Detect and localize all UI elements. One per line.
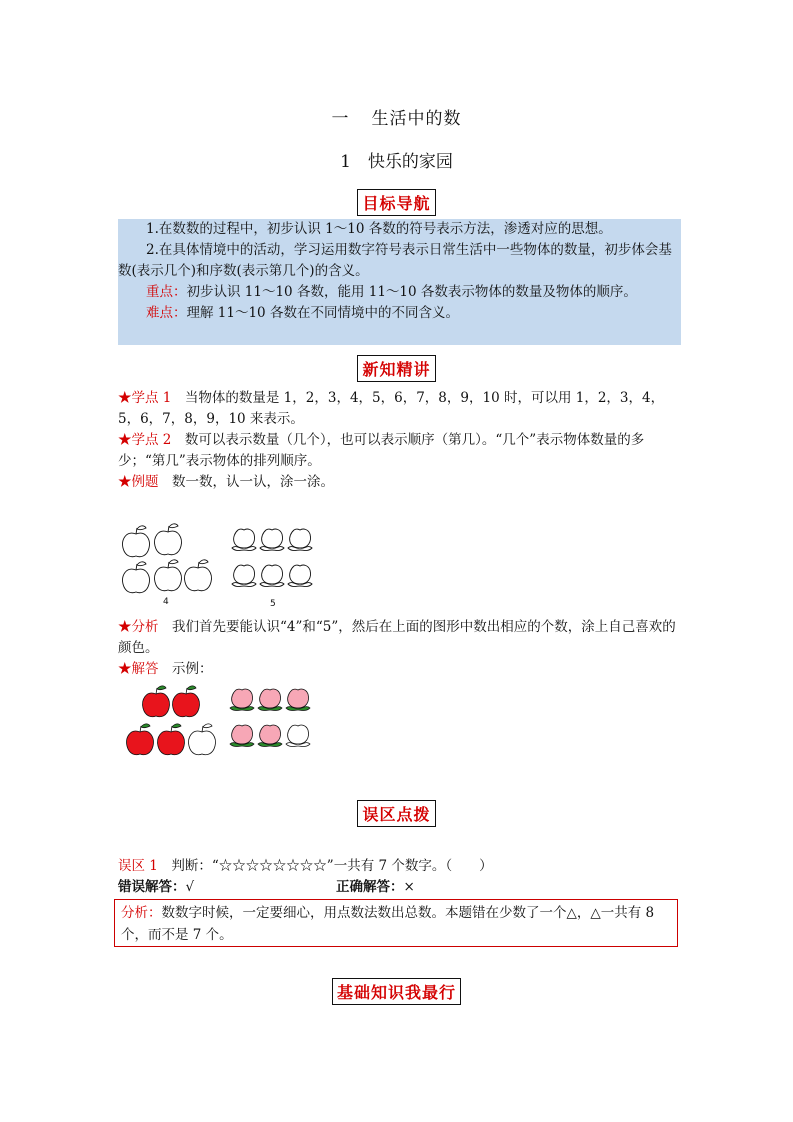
section-basics-heading: 基础知识我最行 — [0, 978, 793, 1005]
knowledge-point-2: ★学点 2 数可以表示数量（几个），也可以表示顺序（第几）。“几个”表示物体数量的多少；“第几”表示物体的排列顺序。 — [118, 432, 645, 469]
colored-apples-figure — [124, 682, 224, 762]
chapter-title: 一 生活中的数 — [331, 109, 462, 129]
section-goals-heading: 目标导航 — [0, 189, 793, 216]
mistake-question: 误区 1 判断：“☆☆☆☆☆☆☆☆”一共有 7 个数字。（ ） — [118, 858, 493, 874]
apple-count-label: 4 — [163, 597, 169, 607]
example-question: ★例题 数一数，认一认，涂一涂。 — [118, 474, 334, 490]
outline-peaches-figure — [228, 522, 328, 592]
goal-item-2: 2.在具体情境中的活动，学习运用数字符号表示日常生活中一些物体的数量，初步体会基数(表示几个)和序数(表示第几个)的含义。 — [118, 242, 672, 279]
answer: ★解答 示例： — [118, 661, 213, 677]
goal-item-1: 1.在数数的过程中，初步认识 1～10 各数的符号表示方法，渗透对应的思想。 — [146, 221, 612, 237]
goal-key-point: 重点：初步认识 11～10 各数，能用 11～10 各数表示物体的数量及物体的顺序。 — [146, 284, 637, 300]
section-new-knowledge-heading: 新知精讲 — [0, 355, 793, 382]
outline-apples-figure — [120, 518, 220, 598]
goals-box — [118, 219, 681, 345]
section-mistakes-heading: 误区点拨 — [0, 800, 793, 827]
colored-peaches-figure — [226, 684, 326, 754]
mistake-analysis-box: 分析：数数字时候，一定要细心，用点数法数出总数。本题错在少数了一个△，△一共有 8 个，而不是 7 个。 — [114, 899, 678, 947]
peach-count-label: 5 — [270, 599, 276, 609]
lesson-title: 1 快乐的家园 — [340, 152, 453, 172]
mistake-answers: 错误解答：√ 正确解答：× — [118, 879, 415, 895]
analysis: ★分析 我们首先要能认识“4”和“5”，然后在上面的图形中数出相应的个数，涂上自己喜欢的颜色。 — [118, 619, 676, 656]
goal-difficulty: 难点：理解 11～10 各数在不同情境中的不同含义。 — [146, 305, 459, 321]
knowledge-point-1: ★学点 1 当物体的数量是 1，2，3，4，5，6，7，8，9，10 时，可以用 1，2，3，4，5，6，7，8，9，10 来表示。 — [118, 390, 665, 427]
